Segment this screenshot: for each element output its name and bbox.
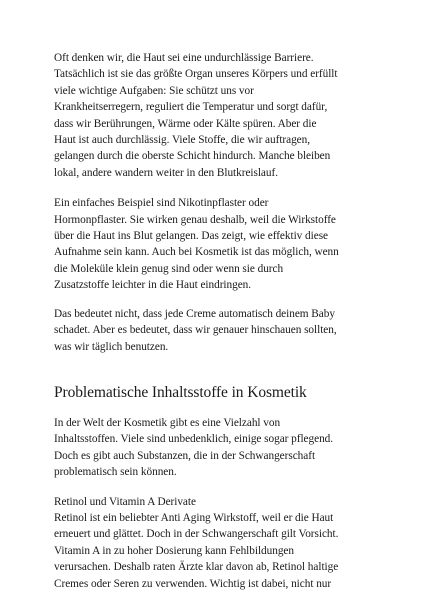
text-line: gelangen durch die oberste Schicht hindurch. Manche bleiben: [54, 150, 331, 163]
text-line: über die Haut ins Blut gelangen. Das zeigt, wie effektiv diese: [54, 230, 329, 243]
text-line: was wir täglich benutzen.: [54, 340, 169, 353]
subheading-text: Retinol und Vitamin A Derivate: [54, 495, 196, 508]
section-heading: Problematische Inhaltsstoffe in Kosmetik: [54, 383, 307, 401]
text-line: viele wichtige Aufgaben: Sie schützt uns vor: [54, 84, 254, 97]
text-line: Cremes oder Seren zu verwenden. Wichtig ist dabei, nicht nur: [54, 577, 332, 590]
text-line: erneuert und glättet. Doch in der Schwangerschaft gilt Vorsicht.: [54, 528, 339, 541]
text-line: lokal, andere wandern weiter in den Blutkreislauf.: [54, 166, 278, 179]
text-line: Oft denken wir, die Haut sei eine undurchlässige Barriere.: [54, 52, 314, 64]
text-line: Hormonpflaster. Sie wirken genau deshalb, weil die Wirkstoffe: [54, 213, 336, 226]
document-page: [54, 50, 384, 592]
text-line: Retinol ist ein beliebter Anti Aging Wirkstoff, weil er die Haut: [54, 511, 334, 524]
text-line: Das bedeutet nicht, dass jede Creme automatisch deinem Baby: [54, 307, 335, 320]
text-line: Doch es gibt auch Substanzen, die in der Schwangerschaft: [54, 449, 316, 462]
text-line: Krankheitserregern, reguliert die Temperatur und sorgt dafür,: [54, 101, 328, 114]
text-line: Zusatzstoffe leichter in die Haut eindringen.: [54, 279, 252, 292]
paragraph-skin-barrier: [54, 50, 384, 181]
paragraph-conclusion: [54, 306, 384, 355]
text-line: Haut ist auch durchlässig. Viele Stoffe, die wir auftragen,: [54, 134, 311, 147]
text-line: Vitamin A in zu hoher Dosierung kann Fehlbildungen: [54, 544, 294, 557]
paragraph-ingredients-intro: [54, 415, 384, 481]
subheading-retinol: [54, 494, 384, 510]
text-line: schadet. Aber es bedeutet, dass wir genauer hinschauen sollten,: [54, 324, 337, 337]
text-line: problematisch sein können.: [54, 466, 177, 479]
paragraph-retinol: [54, 510, 384, 592]
text-line: dass wir Berührungen, Wärme oder Kälte spüren. Aber die: [54, 117, 317, 130]
text-line: verursachen. Deshalb raten Ärzte klar davon ab, Retinol haltige: [54, 561, 339, 574]
text-line: Ein einfaches Beispiel sind Nikotinpflaster oder: [54, 197, 269, 210]
text-line: Aufnahme sein kann. Auch bei Kosmetik ist das möglich, wenn: [54, 246, 339, 259]
text-line: die Moleküle klein genug sind oder wenn sie durch: [54, 262, 284, 275]
text-line: Inhaltsstoffen. Viele sind unbedenklich, einige sogar pflegend.: [54, 433, 334, 446]
text-line: In der Welt der Kosmetik gibt es eine Vielzahl von: [54, 416, 281, 429]
paragraph-patch-example: [54, 195, 384, 293]
text-line: Tatsächlich ist sie das größte Organ unseres Körpers und erfüllt: [54, 68, 338, 81]
